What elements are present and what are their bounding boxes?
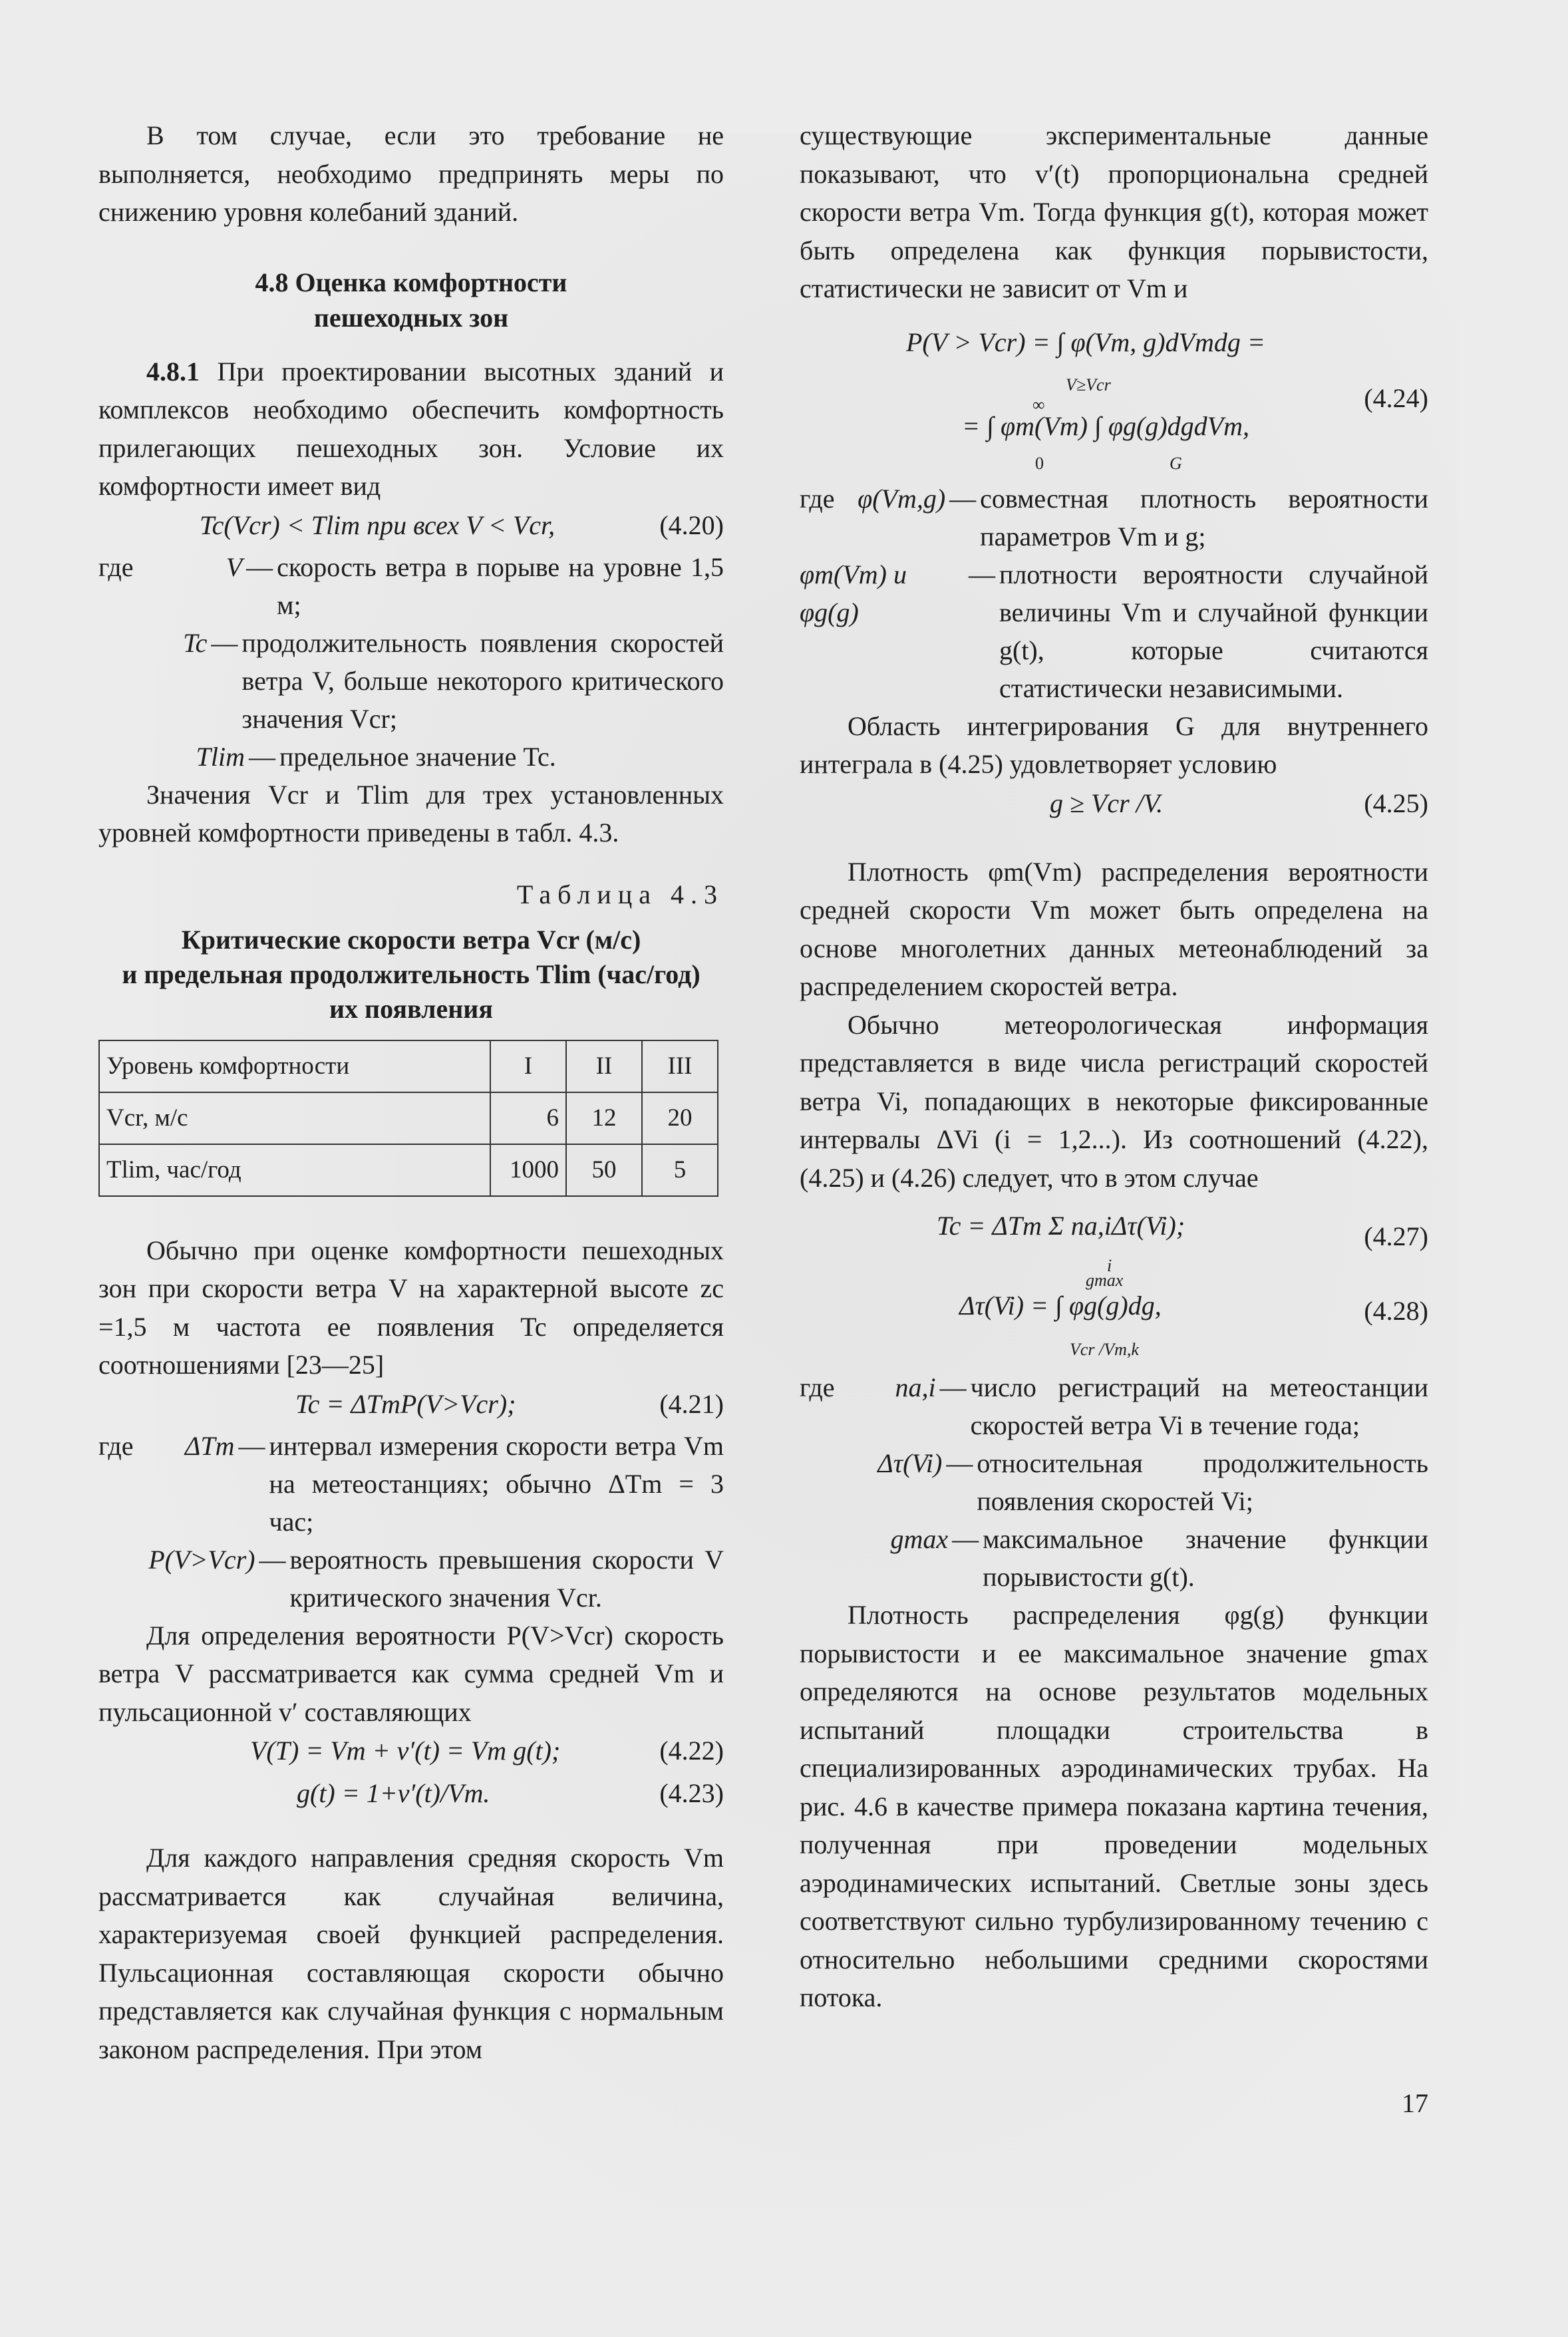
table-cell: Tlim, час/год	[99, 1144, 490, 1196]
definition-text: число регистраций на метеостанции скоростей ветра Vi в течение года;	[970, 1372, 1428, 1440]
table-header-cell: II	[566, 1040, 642, 1092]
definition-row: φm(Vm) и φg(g) — плотности вероятности случайной величины Vm и случайной функции g(t), которые считаются статистически независимыми.	[800, 555, 1428, 707]
paragraph-gustiness: Плотность распределения φg(g) функции порывистости и ее максимальное значение gmax определяются на основе результатов модельных испытаний площадки строительства в специализированных аэродинамических трубах. На рис. 4.6 в качестве примера показана картина течения, полученная при проведении модельных аэродинамических испытаний. Светлые зоны здесь соответствуют сильно турбулизированному течению с относительно небольшими средними скоростями потока.	[800, 1600, 1428, 2012]
formula-4-24-line2: = ∫ φm(Vm) ∫ φg(g)dgdVm,	[962, 410, 1249, 441]
table-cell: 50	[566, 1144, 642, 1196]
formula-4-24-line1: P(V > Vcr) = ∫ φ(Vm, g)dVmdg =	[906, 327, 1265, 357]
definition-symbol: Δτ(Vi)	[877, 1448, 943, 1478]
definition-symbol: V	[226, 551, 243, 582]
definition-text: относительная продолжительность появления скоростей Vi;	[977, 1448, 1428, 1516]
definitions-4-24	[800, 480, 1428, 707]
definition-text: предельное значение Tc.	[279, 741, 556, 772]
table-header-row	[99, 1040, 718, 1092]
table-cell: Vcr, м/с	[99, 1092, 490, 1144]
table-title-line1: Критические скорости ветра Vcr (м/с)	[181, 924, 641, 955]
formula-4-28	[800, 1261, 1428, 1360]
formula-4-21-expr: Tc = ΔTmP(V>Vcr);	[295, 1388, 516, 1419]
formula-4-28-lower: Vcr /Vm,k	[1070, 1340, 1139, 1359]
definition-symbol: ΔTm	[184, 1430, 235, 1461]
where-label: где	[800, 483, 835, 514]
section-heading-line1: 4.8 Оценка комфортности	[255, 267, 567, 297]
formula-4-24-lower-zero: 0	[1035, 453, 1044, 473]
formula-4-28-number: (4.28)	[1364, 1296, 1428, 1326]
definition-symbol: gmax	[890, 1524, 949, 1554]
paragraph-mean-speed: Для каждого направления средняя скорость Vm рассматривается как случайная величина, характеризуемая своей функцией распределения. Пульсационная составляющая скорости обычно представляется как случайная функция с нормальным законом распределения. При этом	[98, 1843, 724, 2064]
formula-4-22-number: (4.22)	[659, 1736, 724, 1766]
formula-4-23-number: (4.23)	[659, 1778, 724, 1808]
page-number: 17	[1402, 2088, 1428, 2118]
paragraph-table-ref: Значения Vcr и Tlim для трех установленных уровней комфортности приведены в табл. 4.3.	[98, 779, 724, 848]
definition-row: Tlim — предельное значение Tc.	[98, 738, 724, 776]
table-label: Таблица 4.3	[516, 879, 724, 909]
clause-number: 4.8.1	[146, 356, 200, 387]
definition-row: gmax — максимальное значение функции порывистости g(t).	[800, 1520, 1428, 1596]
formula-4-28-expr: Δτ(Vi) = ∫ φg(g)dg,	[959, 1291, 1162, 1321]
definition-row: где ΔTm — интервал измерения скорости ветра Vm на метеостанциях; обычно ΔTm = 3 час;	[98, 1427, 724, 1541]
paragraph-meteo: Обычно метеорологическая информация представляется в виде числа регистраций скоростей ветра Vi, попадающих в некоторые фиксированные интервалы ΔVi (i = 1,2...). Из соотношений (4.22), (4.25) и (4.26) следует, что в этом случае	[800, 1009, 1428, 1193]
table-cell: 6	[490, 1092, 566, 1144]
formula-4-20-number: (4.20)	[659, 510, 724, 540]
definition-text: интервал измерения скорости ветра Vm на метеостанциях; обычно ΔTm = 3 час;	[269, 1430, 724, 1537]
formula-4-20-expr: Tc(Vcr) < Tlim при всех V < Vcr,	[200, 510, 555, 540]
definition-symbol: φ(Vm,g)	[858, 483, 946, 514]
formula-4-27-expr: Tc = ΔTm Σ na,iΔτ(Vi);	[937, 1211, 1185, 1241]
formula-4-24-upper-limit: ∞	[1032, 394, 1045, 414]
table-header-cell: III	[642, 1040, 718, 1092]
definition-row: где na,i — число регистраций на метеостанции скоростей ветра Vi в течение года;	[800, 1368, 1428, 1444]
definition-text: плотности вероятности случайной величины Vm и случайной функции g(t), которые считаются статистически независимыми.	[999, 559, 1428, 703]
formula-4-24-lower-g: G	[1170, 453, 1182, 473]
table-cell: 5	[642, 1144, 718, 1196]
table-cell: 1000	[490, 1144, 566, 1196]
definition-row: Δτ(Vi) — относительная продолжительность появления скоростей Vi;	[800, 1444, 1428, 1520]
definition-text: совместная плотность вероятности параметров Vm и g;	[980, 483, 1428, 551]
paragraph-integration-domain: Область интегрирования G для внутреннего интеграла в (4.25) удовлетворяет условию	[800, 710, 1428, 779]
table-row	[99, 1092, 718, 1144]
table-header-cell: I	[490, 1040, 566, 1092]
formula-4-23-expr: g(t) = 1+v′(t)/Vm.	[297, 1778, 490, 1808]
table-title-line2: и предельная продолжительность Tlim (час/год)	[122, 959, 701, 989]
right-column	[800, 116, 1428, 2017]
formula-4-28-upper: gmax	[1086, 1271, 1124, 1290]
left-column	[98, 116, 724, 2068]
paragraph-intro: В том случае, если это требование не выполняется, необходимо предпринять меры по снижению уровня колебаний зданий.	[98, 120, 724, 227]
section-heading	[98, 265, 724, 335]
where-label: где	[98, 1430, 134, 1461]
definition-symbol: φm(Vm) и φg(g)	[800, 559, 907, 627]
definition-row: где φ(Vm,g) — совместная плотность вероятности параметров Vm и g;	[800, 480, 1428, 555]
table-header-cell: Уровень комфортности	[99, 1040, 490, 1092]
formula-4-22-expr: V(T) = Vm + v′(t) = Vm g(t);	[250, 1736, 561, 1766]
paragraph-continuation: существующие экспериментальные данные показывают, что v′(t) пропорциональна средней скорости ветра Vm. Тогда функция g(t), которая может быть определена как функция порывистости, статистически не зависит от Vm и	[800, 120, 1428, 303]
section-heading-line2: пешеходных зон	[313, 302, 509, 333]
formula-4-22	[98, 1731, 724, 1774]
definition-symbol: Tlim	[196, 741, 245, 772]
definition-symbol: na,i	[895, 1372, 936, 1402]
table-title-line3: их появления	[329, 993, 493, 1024]
definition-text: скорость ветра в порыве на уровне 1,5 м;	[277, 551, 724, 620]
formula-4-25-expr: g ≥ Vcr /V.	[1050, 788, 1164, 818]
paragraph-probability: Для определения вероятности P(V>Vcr) скорость ветра V рассматривается как сумма средней Vm и пульсационной v′ составляющих	[98, 1620, 724, 1727]
comfort-table	[98, 1040, 718, 1197]
definition-symbol: Tc	[183, 627, 208, 658]
definition-row: Tc — продолжительность появления скоростей ветра V, больше некоторого критического значения Vcr;	[98, 624, 724, 738]
formula-4-23	[98, 1774, 724, 1816]
definition-row: P(V>Vcr) — вероятность превышения скорости V критического значения Vcr.	[98, 1541, 724, 1617]
definition-text: продолжительность появления скоростей ветра V, больше некоторого критического значения Vcr;	[241, 627, 724, 734]
definition-text: максимальное значение функции порывистости g(t).	[983, 1524, 1428, 1592]
definitions-4-21	[98, 1427, 724, 1617]
table-title	[98, 923, 724, 1026]
formula-4-20	[98, 506, 724, 548]
table-cell: 20	[642, 1092, 718, 1144]
formula-4-25-number: (4.25)	[1364, 788, 1428, 818]
formula-4-27-subscript: i	[1107, 1256, 1112, 1275]
paragraph-4-8-1	[98, 353, 724, 506]
formula-4-25	[800, 784, 1428, 826]
definition-symbol: P(V>Vcr)	[148, 1544, 255, 1575]
formula-4-24-lower-limit: V≥Vcr	[1066, 375, 1111, 394]
definitions-4-27	[800, 1368, 1428, 1596]
where-label: где	[800, 1372, 835, 1402]
clause-text: При проектировании высотных зданий и комплексов необходимо обеспечить комфортность прилегающих пешеходных зон. Условие их комфортности имеет вид	[98, 356, 724, 501]
definition-row: где V — скорость ветра в порыве на уровне 1,5 м;	[98, 548, 724, 624]
definitions-4-20	[98, 548, 724, 776]
formula-4-24	[800, 317, 1428, 473]
formula-4-21	[98, 1384, 724, 1427]
formula-4-27-number: (4.27)	[1364, 1221, 1428, 1251]
table-cell: 12	[566, 1092, 642, 1144]
table-row	[99, 1144, 718, 1196]
paragraph-frequency: Обычно при оценке комфортности пешеходных зон при скорости ветра V на характерной высоте zc =1,5 м частота ее появления Tc определяется соотношениями [23—25]	[98, 1235, 724, 1380]
formula-4-27	[800, 1197, 1428, 1275]
formula-4-24-number: (4.24)	[1364, 383, 1428, 413]
definition-text: вероятность превышения скорости V критического значения Vcr.	[289, 1544, 724, 1613]
formula-4-21-number: (4.21)	[659, 1388, 724, 1419]
paragraph-density: Плотность φm(Vm) распределения вероятности средней скорости Vm может быть определена на основе многолетних данных метеонаблюдений за распределением скоростей ветра.	[800, 856, 1428, 1001]
where-label: где	[98, 551, 134, 582]
